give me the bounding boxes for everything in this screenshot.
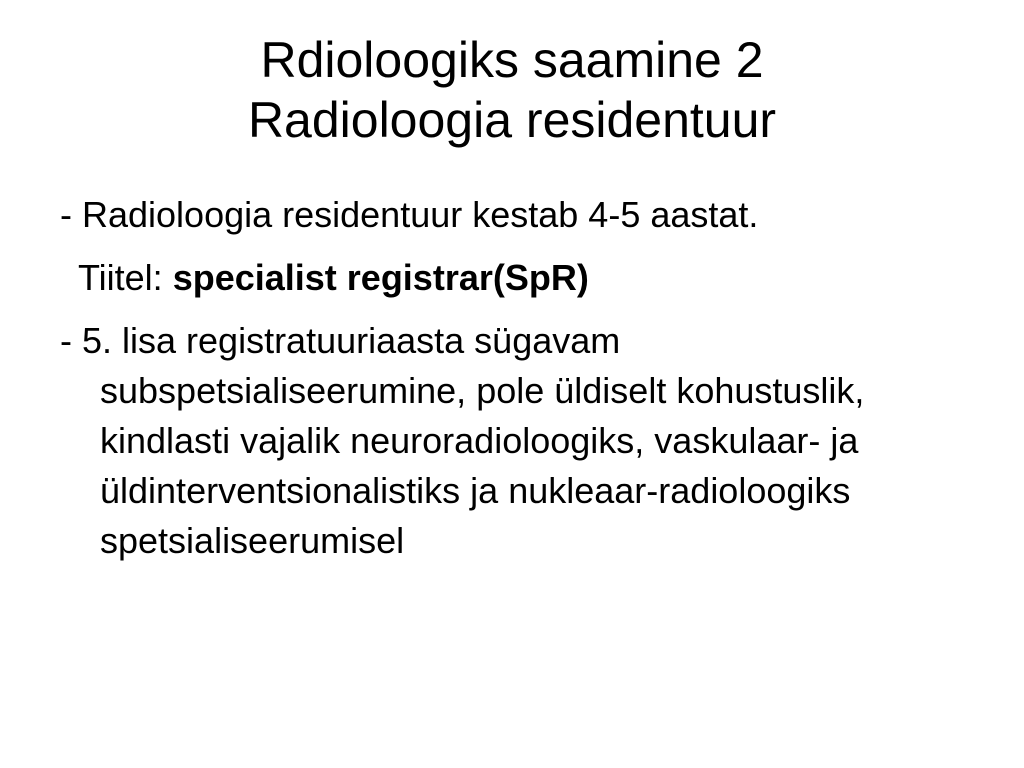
slide-body	[60, 190, 960, 579]
tiitel-value: specialist registrar(SpR)	[172, 257, 589, 298]
slide-title	[0, 30, 1024, 150]
title-line-1: Rdioloogiks saamine 2	[260, 32, 764, 88]
tiitel-label: Tiitel:	[78, 257, 173, 298]
bullet-extra-year: - 5. lisa registratuuriaasta sügavam subspetsialiseerumine, pole üldiselt kohustuslik, kindlasti vajalik neuroradioloogiks, vaskulaar- ja üldinterventsionalistiks ja nukleaar-radioloogiks spetsialiseerumisel	[60, 320, 865, 561]
bullet-duration: - Radioloogia residentuur kestab 4-5 aastat.	[60, 194, 759, 235]
title-line-2: Radioloogia residentuur	[247, 92, 777, 148]
title-info	[78, 253, 960, 303]
